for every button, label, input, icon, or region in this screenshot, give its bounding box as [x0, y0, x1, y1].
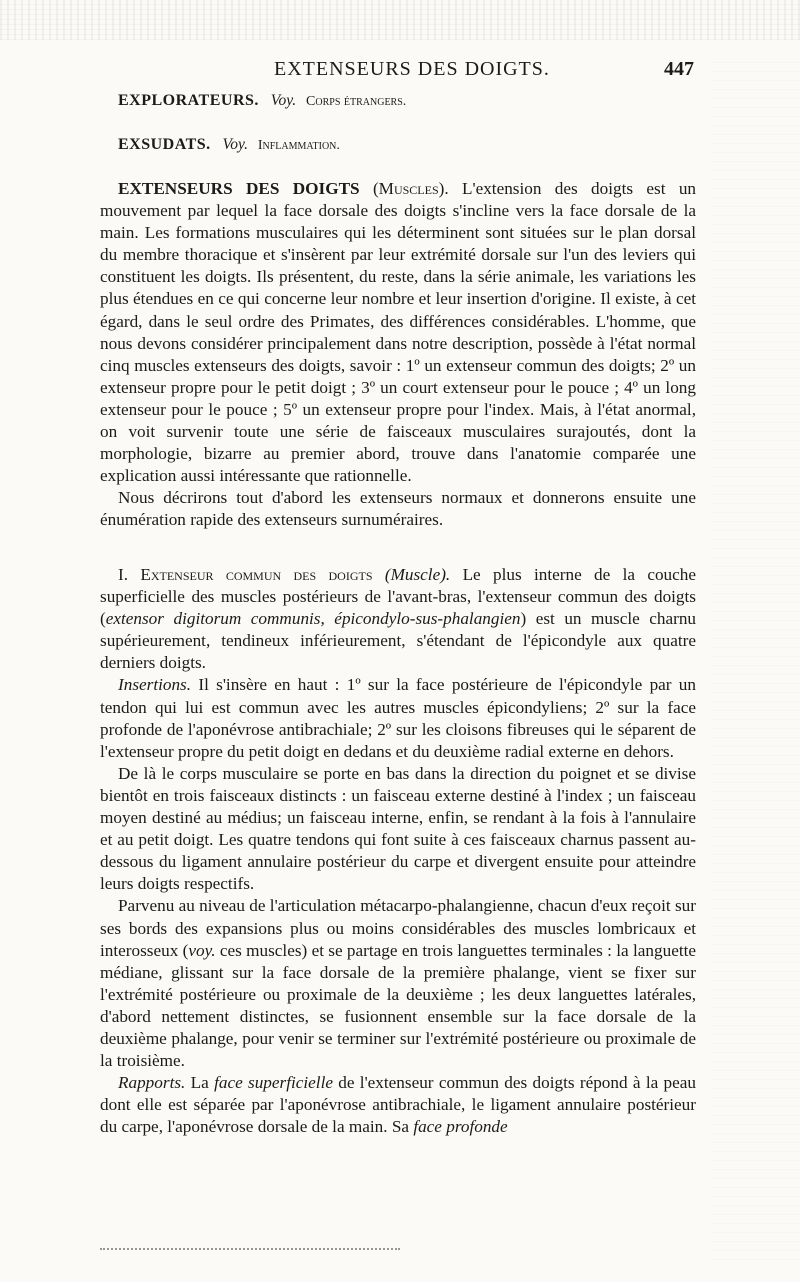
article-intro	[100, 178, 696, 532]
entry-head: EXPLORATEURS.	[118, 92, 259, 109]
entry-explorateurs	[118, 92, 406, 110]
insertions-label: Insertions.	[118, 675, 192, 695]
page-number: 447	[664, 58, 694, 80]
rapports-label: Rapports.	[118, 1073, 186, 1093]
running-head: EXTENSEURS DES DOIGTS.	[274, 58, 550, 80]
entry-head: EXSUDATS.	[118, 136, 211, 153]
paragraph-text: La	[185, 1073, 215, 1093]
entry-exsudats	[118, 136, 340, 154]
paragraph-text: Le plus interne de la couche superficielle des muscles postérieurs de l'avant-bras, l'extenseur commun des doigts (	[100, 565, 696, 629]
section-muscle: (Muscle).	[384, 565, 451, 584]
entry-ref: Inflammation.	[257, 138, 340, 153]
paragraph	[100, 564, 696, 674]
paragraph-text: Parvenu au niveau de l'articulation métacarpo-phalangienne, chacun d'eux reçoit sur ses bords des expansions plus ou moins considérables des muscles lombricaux et interosseux (	[100, 896, 696, 960]
article-title-suffix: (Muscles).	[372, 179, 449, 198]
paragraph	[100, 895, 696, 1072]
scan-noise-margin	[710, 60, 800, 1260]
latin-name: extensor digitorum communis, épicondylo-sus-phalangien	[105, 609, 521, 629]
entry-ref: Corps étrangers.	[306, 94, 407, 109]
paragraph-text: ces muscles) et se partage en trois languettes terminales : la languette médiane, glissant sur la face dorsale de la première phalange, vient se fixer sur l'extrémité postérieure ou proximale de la deuxième ; les deux languettes latérales, d'abord nettement distinctes, se fusionnent ensemble sur la face dorsale de la deuxième phalange, pour venir se terminer sur l'extrémité postérieure ou proximale de la troisième.	[100, 940, 696, 1071]
article-title: EXTENSEURS DES DOIGTS	[118, 179, 360, 198]
voy-ref: voy.	[188, 940, 216, 960]
entry-voy: Voy.	[222, 136, 248, 153]
entry-voy: Voy.	[270, 92, 297, 109]
section-title: I. Extenseur commun des doigts	[118, 565, 373, 584]
paragraph-text: Il s'insère en haut : 1º sur la face postérieure de l'épicondyle par un tendon qui lui est commun avec les autres muscles épicondyliens; 2º sur la face profonde de l'aponévrose antibrachiale; 2º sur les cloisons fibreuses qui le séparent de l'extenseur propre du petit doigt en dedans et du deuxième radial externe en dehors.	[100, 675, 696, 761]
paragraph	[100, 674, 696, 762]
page-header	[104, 58, 694, 86]
paragraph: De là le corps musculaire se porte en bas dans la direction du poignet et se divise bientôt en trois faisceaux distincts : un faisceau externe destiné à l'index ; un faisceau moyen destiné au médius; un faisceau interne, enfin, se rendant à la fois à l'annulaire et au petit doigt. Les quatre tendons qui font suite à ces faisceaux charnus passent au-dessous du ligament annulaire postérieur du carpe et divergent ensuite pour atteindre leurs doigts respectifs.	[100, 763, 696, 894]
face-superficielle: face superficielle	[214, 1073, 333, 1093]
paragraph-text: L'extension des doigts est un mouvement par lequel la face dorsale des doigts s'incline vers la face dorsale de la main. Les formations musculaires qui les déterminent sont situées sur le plan dorsal du membre thoracique et s'insèrent par leur extrémité dorsale sur l'un des leviers qui constituent les doigts. Ils présentent, du reste, dans la série animale, les variations les plus étendues en ce qui concerne leur nombre et leur insertion d'origine. Il existe, à cet égard, dans le seul ordre des Primates, des différences considérables. L'homme, que nous devons considérer principalement dans notre description, possède à l'état normal cinq muscles extenseurs des doigts, savoir : 1º un extenseur commun des doigts; 2º un extenseur propre pour le petit doigt ; 3º un court extenseur pour le pouce ; 4º un long extenseur pour le pouce ; 5º un extenseur propre pour l'index. Mais, à l'état anormal, on voit survenir toute une série de faisceaux musculaires surajoutés, dont la morphologie, bizarre au premier abord, trouve dans l'anatomie comparée une explication aussi intéressante que rationnelle.	[100, 179, 697, 486]
scan-noise-top	[0, 0, 800, 40]
section-extenseur-commun	[100, 564, 696, 1138]
paragraph: Nous décrirons tout d'abord les extenseurs normaux et donnerons ensuite une énumération rapide des extenseurs surnuméraires.	[100, 488, 696, 530]
bottom-rule	[100, 1248, 400, 1250]
paragraph-text: de l'extenseur commun des doigts répond à la peau dont elle est séparée par l'aponévrose antibrachiale, le ligament annulaire postérieur du carpe, l'aponévrose dorsale de la main. Sa	[100, 1073, 696, 1137]
paragraph	[100, 178, 696, 487]
paragraph	[100, 1072, 696, 1138]
paragraph-text: ) est un muscle charnu supérieurement, tendineux inférieurement, s'étendant de l'épicondyle aux quatre derniers doigts.	[100, 609, 697, 673]
face-profonde: face profonde	[413, 1117, 508, 1137]
